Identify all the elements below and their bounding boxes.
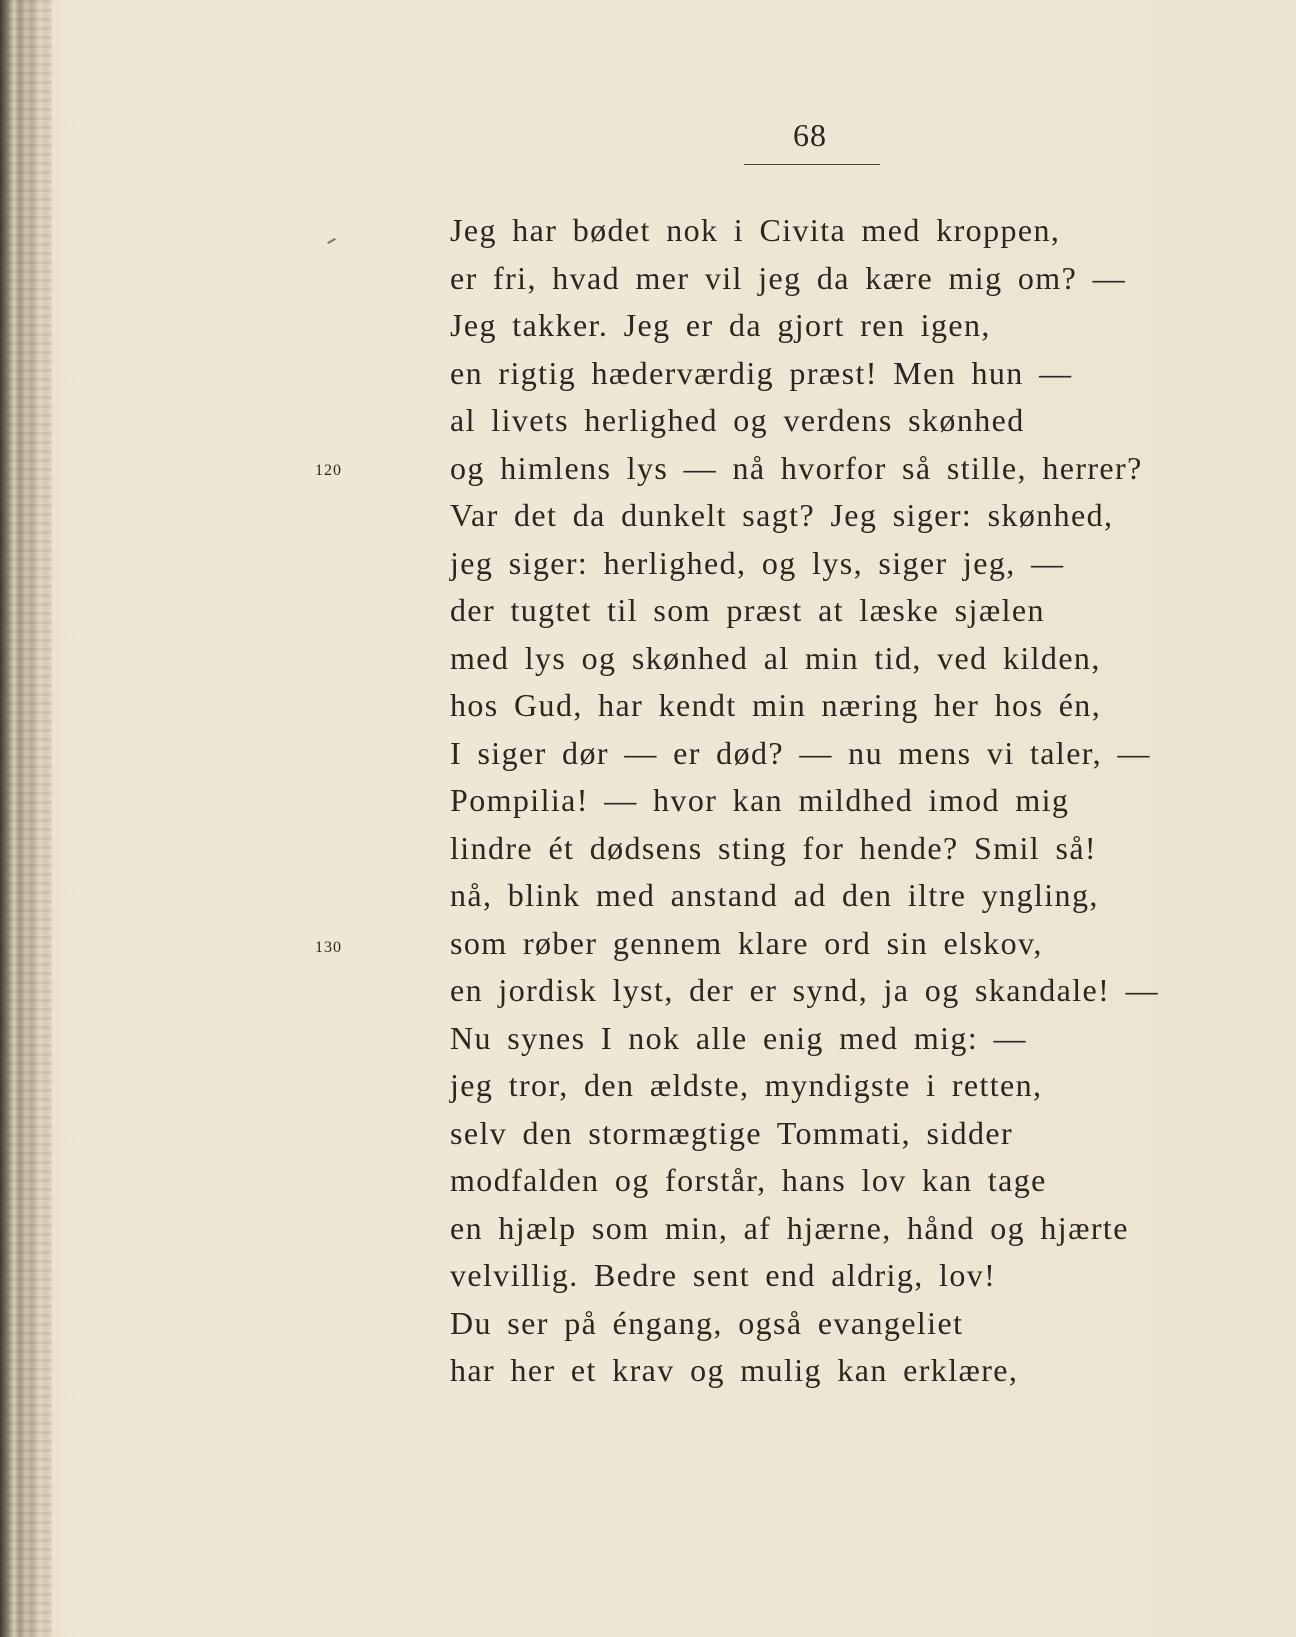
verse-line: jeg tror, den ældste, myndigste i retten, xyxy=(450,1067,1043,1103)
book-binding-edge xyxy=(0,0,52,1637)
verse-line: Pompilia! — hvor kan mildhed imod mig xyxy=(450,782,1070,818)
verse-line: Du ser på éngang, også evangeliet xyxy=(450,1304,964,1341)
poem-text xyxy=(450,207,1210,1395)
verse-line: en hjælp som min, af hjærne, hånd og hjærte xyxy=(450,1209,1129,1246)
verse-line: selv den stormægtige Tommati, sidder xyxy=(450,1114,1014,1151)
verse-line: nå, blink med anstand ad den iltre yngling, xyxy=(450,877,1099,913)
verse-line: hos Gud, har kendt min næring her hos én, xyxy=(450,687,1102,723)
verse-line: med lys og skønhed al min tid, ved kilden, xyxy=(450,639,1101,676)
line-number-120: 120 xyxy=(315,462,342,479)
verse-line: en rigtig hæderværdig præst! Men hun — xyxy=(450,354,1073,391)
verse-line: Nu synes I nok alle enig med mig: — xyxy=(450,1019,1027,1056)
verse-line: er fri, hvad mer vil jeg da kære mig om? — xyxy=(450,259,1126,296)
verse-line: som røber gennem klare ord sin elskov, xyxy=(450,924,1043,961)
verse-line: Jeg har bødet nok i Civita med kroppen, xyxy=(450,212,1061,248)
verse-line: Var det da dunkelt sagt? Jeg siger: skønhed, xyxy=(450,497,1114,533)
verse-line: velvillig. Bedre sent end aldrig, lov! xyxy=(450,1257,997,1293)
ink-speck xyxy=(327,238,336,244)
page-number: 68 xyxy=(793,117,827,153)
verse-line: lindre ét dødsens sting for hende? Smil så! xyxy=(450,829,1097,866)
verse-line: modfalden og forstår, hans lov kan tage xyxy=(450,1162,1047,1198)
verse-line: jeg siger: herlighed, og lys, siger jeg, — xyxy=(450,544,1065,581)
verse-line: Jeg takker. Jeg er da gjort ren igen, xyxy=(450,307,991,343)
verse-line: der tugtet til som præst at læske sjælen xyxy=(450,592,1045,628)
line-number-130: 130 xyxy=(315,939,342,956)
verse-line: al livets herlighed og verdens skønhed xyxy=(450,402,1025,438)
verse-line: har her et krav og mulig kan erklære, xyxy=(450,1352,1019,1388)
header-rule xyxy=(744,164,880,165)
verse-line: en jordisk lyst, der er synd, ja og skandale! — xyxy=(450,972,1160,1008)
verse-line: I siger dør — er død? — nu mens vi taler, — xyxy=(450,734,1151,771)
verse-line: og himlens lys — nå hvorfor så stille, herrer? xyxy=(450,449,1143,486)
